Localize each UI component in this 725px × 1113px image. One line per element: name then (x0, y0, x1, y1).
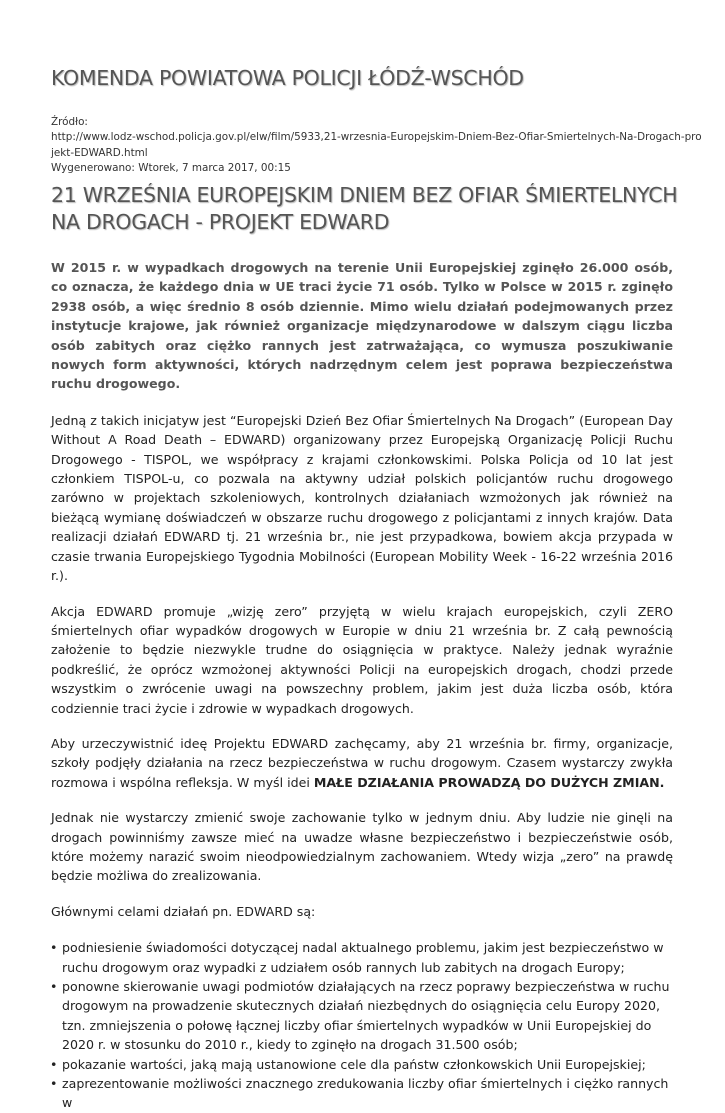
paragraph-tispol: Jedną z takich inicjatyw jest “Europejski Dzień Bez Ofiar Śmiertelnych Na Drogach” (European Day Without A Road Death – EDWARD) organizowany przez Europejską Organizację Policji Ruchu Drogowego - TISPOL, we współpracy z krajami członkowskimi. Polska Policja od 10 lat jest członkiem TISPOL-u, co pozwala na aktywny udział polskich policjantów ruchu drogowego zarówno w projektach szkoleniowych, kontrolnych działaniach wzmożonych jak również na bieżącą wymianę doświadczeń w obszarze ruchu drogowego z policjantami z innych krajów. Data realizacji działań EDWARD tj. 21 września br., nie jest przypadkowa, bowiem akcja przypada w czasie trwania Europejskiego Tygodnia Mobilności (European Mobility Week - 16-22 września 2016 r.). (51, 412, 673, 584)
goal-text: pokazanie wartości, jaką mają ustanowione cele dla państw członkowskich Unii Europejskiej; (62, 1056, 646, 1072)
generated-date: Wygenerowano: Wtorek, 7 marca 2017, 00:15 (51, 161, 291, 174)
bullet-icon: • (50, 979, 58, 994)
goal-text: ponowne skierowanie uwagi podmiotów działających na rzecz poprawy bezpieczeństwa w ruchu drogowym na prowadzenie skutecznych działań niezbędnych do osiągnięcia celu Europy 2020, tzn. zmniejszenia o połowę łącznej liczby ofiar śmiertelnych wypadków w Unii Europejskiej do 2020 r. w stosunku do 2010 r., kiedy to zginęło na drogach 31.500 osób; (62, 979, 670, 1053)
article-body (51, 258, 673, 1113)
list-item (51, 977, 673, 1055)
paragraph-behaviour: Jednak nie wystarczy zmienić swoje zachowanie tylko w jednym dniu. Aby ludzie nie ginęli na drogach powinniśmy zawsze mieć na uwadze własne bezpieczeństwo i bezpieczeństwie osób, które możemy narazić swoim nieodpowiedzialnym zachowaniem. Wtedy wizja „zero” na prawdę będzie możliwa do zrealizowania. (51, 810, 673, 884)
article-title: 21 WRZEŚNIA EUROPEJSKIM DNIEM BEZ OFIAR ŚMIERTELNYCH NA DROGACH - PROJEKT EDWARD (51, 183, 678, 234)
source-label: Źródło: (51, 116, 88, 128)
source-url-line-1[interactable]: http://www.lodz-wschod.policja.gov.pl/elw/film/5933,21-wrzesnia-Europejskim-Dniem-Bez-Ofiar-Smiertelnych-Na-Drogach-pro (51, 131, 702, 144)
bullet-icon: • (50, 940, 58, 956)
site-title: KOMENDA POWIATOWA POLICJI ŁÓDŹ-WSCHÓD (51, 66, 524, 90)
bullet-icon: • (50, 1076, 58, 1092)
goals-list (51, 938, 673, 1113)
goal-text: podniesienie świadomości dotyczącej nadal aktualnego problemu, jakim jest bezpieczeństwo w ruchu drogowym oraz wypadki z udziałem osób rannych lub zabitych na drogach Europy; (62, 940, 664, 975)
goals-intro: Głównymi celami działań pn. EDWARD są: (51, 903, 316, 919)
list-item (51, 1055, 673, 1074)
small-actions-slogan: MAŁE DZIAŁANIA PROWADZĄ DO DUŻYCH ZMIAN. (313, 774, 665, 790)
list-item (51, 1074, 673, 1113)
list-item (51, 938, 673, 977)
paragraph-call-to-action (51, 734, 673, 792)
goal-text: zaprezentowanie możliwości znacznego zredukowania liczby ofiar śmiertelnych i ciężko rannych w (62, 1076, 669, 1111)
paragraph-call-to-action-text: Aby urzeczywistnić ideę Projektu EDWARD zachęcamy, aby 21 września br. firmy, organizacje, szkoły podjęły działania na rzecz bezpieczeństwa w ruchu drogowym. Czasem wystarczy zwykła rozmowa i wspólna refleksja. W myśl idei (51, 735, 673, 790)
paragraph-vision-zero: Akcja EDWARD promuje „wizję zero” przyjętą w wielu krajach europejskich, czyli ZERO śmiertelnych ofiar wypadków drogowych w Europie w dniu 21 września br. Z całą pewnością założenie to będzie niezwykle trudne do osiągnięcia w praktyce. Należy jednak wyraźnie podkreślić, że oprócz wzmożonej aktywności Policji na europejskich drogach, chodzi przede wszystkim o zwrócenie uwagi na powszechny problem, jakim jest duża liczba osób, która codziennie traci życie i zdrowie w wypadkach drogowych. (51, 603, 673, 716)
source-url-line-2[interactable]: jekt-EDWARD.html (51, 146, 148, 159)
bullet-icon: • (50, 1056, 58, 1072)
article-lead: W 2015 r. w wypadkach drogowych na terenie Unii Europejskiej zginęło 26.000 osób, co oznacza, że każdego dnia w UE traci życie 71 osób. Tylko w Polsce w 2015 r. zginęło 2938 osób, a więc średnio 8 osób dziennie. Mimo wielu działań podejmowanych przez instytucje krajowe, jak również organizacje międzynarodowe w dalszym ciągu liczba osób zabitych oraz ciężko rannych jest zatrważająca, co wymusza poszukiwanie nowych form aktywności, których nadrzędnym celem jest poprawa bezpieczeństwa ruchu drogowego. (51, 260, 673, 392)
source-meta (51, 115, 702, 176)
